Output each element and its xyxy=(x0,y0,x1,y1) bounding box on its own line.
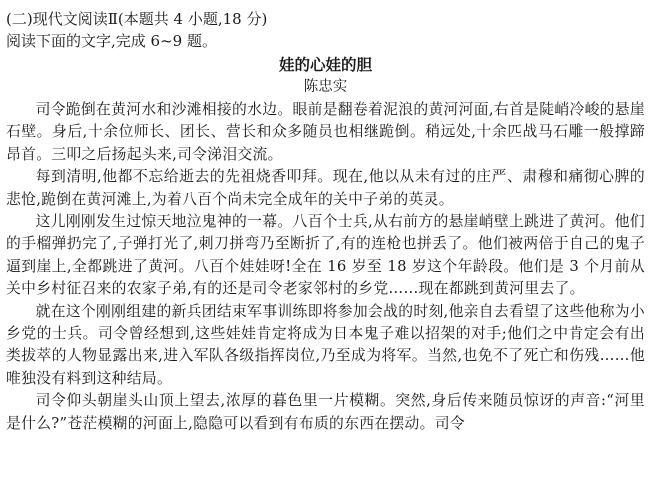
article-author: 陈忠实 xyxy=(303,79,348,95)
article-title: 娃的心娃的胆 xyxy=(278,56,372,74)
section-header: (二)现代文阅读Ⅱ(本题共 4 小题,18 分) xyxy=(6,10,268,28)
article-paragraph-4: 就在这个刚刚组建的新兵团结束军事训练即将参加会战的时刻,他亲自去看望了这些他称为小乡党的士兵。司令曾经想到,这些娃娃肯定将成为日本鬼子难以招架的对手;他们之中肯定会有出类拔萃的人物显露出来,进入军队各级指挥岗位,乃至成为将军。当然,也免不了死亡和伤残……他唯独没有料到这种结局。 xyxy=(6,302,645,387)
article-paragraph-2: 每到清明,他都不忘给逝去的先祖烧香叩拜。现在,他以从未有过的庄严、肃穆和痛彻心脾的悲怆,跪倒在黄河滩上,为着八百个尚未完全成年的关中子弟的英灵。 xyxy=(6,168,645,208)
reading-instruction: 阅读下面的文字,完成 6~9 题。 xyxy=(6,32,217,50)
article-paragraph-1: 司令跪倒在黄河水和沙滩相接的水边。眼前是翻卷着泥浪的黄河河面,右首是陡峭冷峻的悬崖石壁。身后,十余位师长、团长、营长和众多随员也相继跪倒。稍远处,十余匹战马石雕一般撑蹄昂首。三叩之后扬起头来,司令涕泪交流。 xyxy=(6,101,645,163)
article-paragraph-5: 司令仰头朝崖头山顶上望去,浓厚的暮色里一片模糊。突然,身后传来随员惊讶的声音:“河里是什么?”苍茫模糊的河面上,隐隐可以看到有布质的东西在摆动。司令 xyxy=(6,392,645,432)
article-paragraph-3: 这儿刚刚发生过惊天地泣鬼神的一幕。八百个士兵,从右前方的悬崖峭壁上跳进了黄河。他们的手榴弹扔完了,子弹打光了,刺刀拼弯乃至断折了,有的连枪也拼丢了。他们被两倍于自己的鬼子逼到崖上,全都跳进了黄河。八百个娃娃呀!全在 16 岁至 18 岁这个年龄段。他们是 3 个月前从关中乡村征召来的农家子弟,有的还是司令老家邻村的乡党……现在都跳到黄河里去了。 xyxy=(6,213,645,298)
